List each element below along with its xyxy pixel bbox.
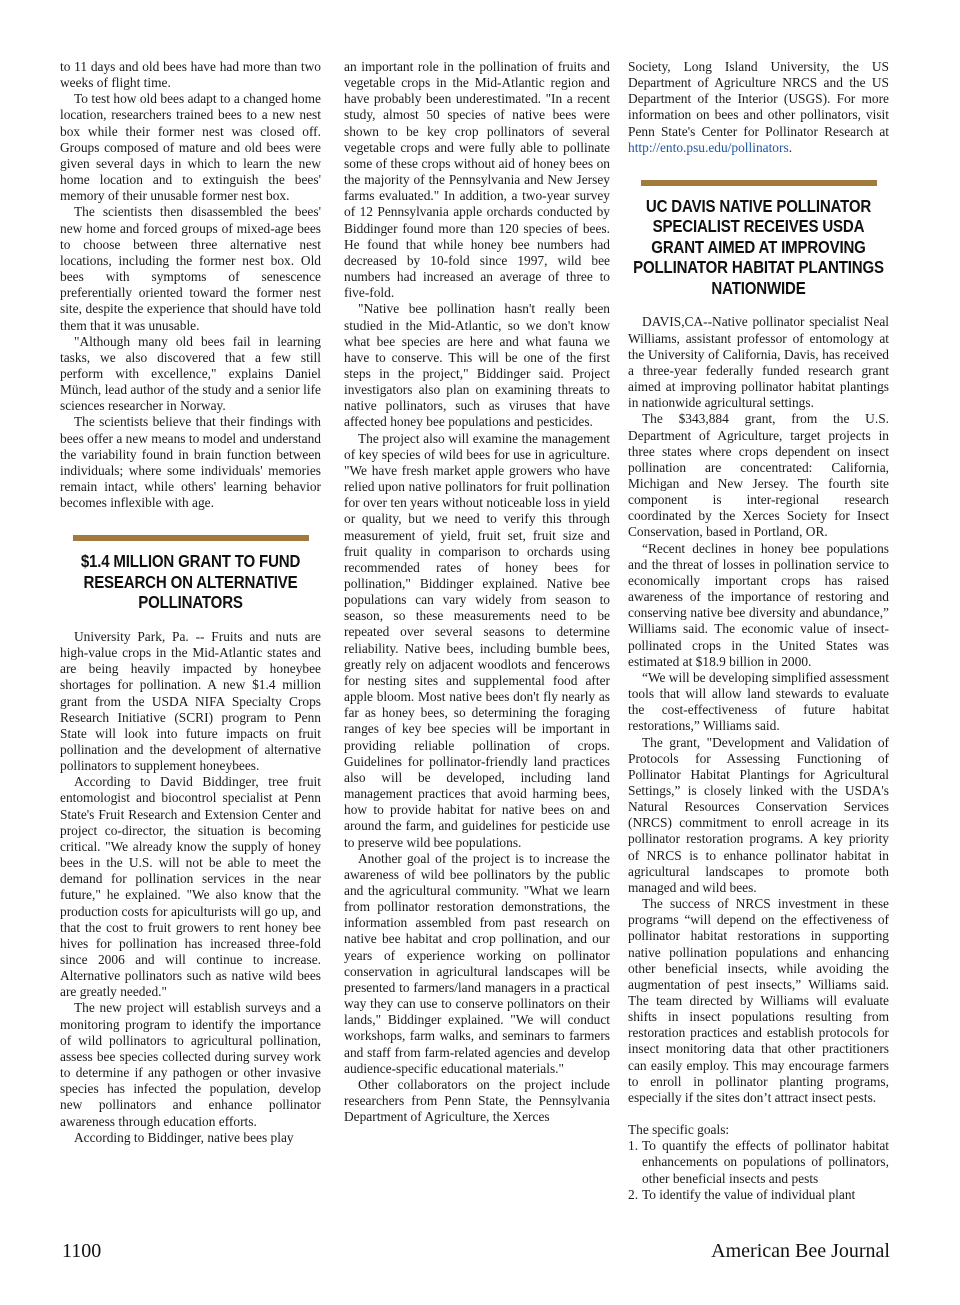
body-paragraph: The scientists believe that their findings with bees offer a new means to model and understand the variability found in brain function between individuals; where some individuals' memories remain intact, while others' learning behavior becomes inflexible with age.	[60, 414, 321, 511]
section-divider	[641, 180, 877, 186]
body-paragraph: The $343,884 grant, from the U.S. Department of Agriculture, target projects in three states where crops dependent on insect pollination are concentrated: California, Michigan and New Jersey. The fourth site component is inter-regional research coordinated by the Xerces Society for Insect Conservation, based in Portland, OR.	[628, 411, 889, 540]
body-paragraph: Another goal of the project is to increase the awareness of wild bee pollinators by the public and the agricultural community. "What we learn from pollinator restoration demonstrations, the information assembled from past research on native bee habitat and crop pollination, and our years of experience working on pollinator conservation in agricultural landscapes will be presented to farmers/land managers in a practical way they can use to conserve pollinators on their lands," Biddinger explained. "We will conduct workshops, farm walks, and seminars to farmers and staff from farm-related agencies and develop audience-specific educational materials."	[344, 850, 610, 1076]
article-headline: UC DAVIS NATIVE POLLINATOR SPECIALIST RECEIVES USDA GRANT AIMED AT IMPROVING POLLINATOR HABITAT PLANTINGS NATIONWIDE	[633, 195, 884, 298]
body-paragraph: to 11 days and old bees have had more than two weeks of flight time.	[60, 59, 321, 91]
body-paragraph: The scientists then disassembled the bees' new home and forced groups of mixed-age bees to choose between three alternative nest locations, including the former nest box. Old bees with symptoms of senescence preferentially oriented toward the former nest site, despite the experience that should have told them that it was unusable.	[60, 204, 321, 333]
pollinator-research-link[interactable]: http://ento.psu.edu/pollinators	[628, 139, 789, 155]
article-headline: $1.4 MILLION GRANT TO FUND RESEARCH ON ALTERNATIVE POLLINATORS	[80, 551, 301, 613]
goal-item	[628, 1138, 889, 1186]
goals-intro	[628, 1122, 889, 1138]
goal-number: 1.	[628, 1138, 639, 1154]
body-paragraph: According to Biddinger, native bees play	[74, 1129, 294, 1145]
intro-text: Society, Long Island University, the US Department of Agriculture NRCS and the US Department of the Interior (USGS). For more information on bees and other pollinators, visit Penn State's Center for Pollinator Research at	[628, 59, 889, 139]
goal-text: To identify the value of individual plant	[642, 1186, 856, 1202]
column-2	[344, 59, 610, 1229]
body-paragraph: The success of NRCS investment in these programs “will depend on the effectiveness of pollinator habitat restorations in supporting native pollination populations and enhancing other beneficial insects, while avoiding the augmentation of pest insects,” Williams said. The team directed by Williams will evaluate shifts in insect populations resulting from restoration practices and establish protocols for insect monitoring data that other practitioners can easily employ. This may encourage farmers to enroll in pollinator planting programs, especially if the sites don’t attract insect pests.	[628, 896, 889, 1105]
section-divider	[73, 535, 309, 541]
body-paragraph: University Park, Pa. -- Fruits and nuts are high-value crops in the Mid-Atlantic states and are being heavily impacted by honeybee shortages for pollination. A new $1.4 million grant from the USDA NIFA Specialty Crops Research Initiative (SCRI) program to Penn State will look into future impacts on fruit pollination and the development of alternative pollinators to supplement honeybees.	[60, 628, 321, 774]
body-paragraph: an important role in the pollination of fruits and vegetable crops in the Mid-Atlantic region and have probably been underestimated. "In a recent study, almost 50 species of native bees were shown to be key crop pollinators of several vegetable crops and were fully able to pollinate some of these crops without aid of honey bees on the majority of the Pennsylvania and New Jersey farms evaluated." In addition, a two-year survey of 12 Pennsylvania apple orchards conducted by Biddinger found more than 120 species of bees. He found that while honey bee numbers had decreased by 10-fold since 1997, wild bee numbers had increased an average of three to five-fold.	[344, 59, 610, 301]
body-paragraph: According to David Biddinger, tree fruit entomologist and biocontrol specialist at Penn State's Fruit Research and Extension Center and project co-director, the situation is becoming critical. "We already know the supply of honey bees in the U.S. will not be able to meet the demand for pollination services in the near future," he explained. "We also know that the production costs for apiculturists will go up, and that the cost to fruit growers to rent honey bee hives for pollination has increased three-fold since 2006 and will continue to increase. Alternative pollinators such as native wild bees are greatly needed."	[60, 774, 321, 1000]
body-paragraph: The project also will examine the management of key species of wild bees for use in agriculture. "We have fresh market apple growers who have relied upon native pollinators for fruit pollination for over ten years without noticeable loss in yield or quality, but we need to verify this through measurement of yield, fruit set, fruit size and fruit quality in comparison to orchards using recommended rates of honey bees for pollination," Biddinger explained. Native bee populations can vary widely from season to season, so these measurements need to be repeated over several seasons to determine reliability. Native bees, including bumble bees, greatly rely on adjacent woodlots and fencerows for nesting sites and supplemental food after apple bloom. Most native bees don't fly nearly as far as honey bees, so determining the foraging ranges of key bee species will be important in providing reliable pollination of crops. Guidelines for pollinator-friendly land practices also will be developed, including land management practices that avoid harming bees, how to provide habitat for native bees on and around the farm, and guidelines for pesticide use to preserve wild bee populations.	[344, 430, 610, 850]
column-3	[628, 59, 889, 1229]
body-paragraph: The grant, "Development and Validation of Protocols for Assessing Functioning of Pollinator Habitat Plantings for Agricultural Settings,” is closely linked with the USDA's Natural Resources Conservation Services (NRCS) commitment to enroll acreage in its pollinator restoration programs. A key priority of NRCS is to enhance pollinator habitat in agricultural landscapes to promote both managed and wild bees.	[628, 734, 889, 895]
body-paragraph: DAVIS,CA--Native pollinator specialist Neal Williams, assistant professor of entomology at the University of California, Davis, has received a three-year federally funded research grant aimed at improving pollinator habitat plantings in nationwide agricultural settings.	[628, 314, 889, 411]
intro-end: .	[788, 139, 793, 155]
body-paragraph: "Although many old bees fail in learning tasks, we also discovered that a few still perform with excellence," explains Daniel Münch, lead author of the study and a senior life sciences researcher in Norway.	[60, 333, 321, 414]
goals-list	[628, 1122, 889, 1203]
body-paragraph: Other collaborators on the project include researchers from Penn State, the Pennsylvania Department of Agriculture, the Xerces	[344, 1076, 610, 1125]
goal-item	[628, 1187, 889, 1203]
goals-intro-text: The specific goals:	[628, 1122, 730, 1138]
body-paragraph: The new project will establish surveys and a monitoring program to identify the importance of wild pollinators to agricultural pollination, assess bee species collected during survey work to determine if any pathogen or other invasive species has infected the population, develop new pollinators and enhance pollinator awareness through education efforts.	[60, 1000, 321, 1129]
body-paragraph: "Native bee pollination hasn't really been studied in the Mid-Atlantic, so we don't know what bee species are here and what fauna we have to conserve. This will be one of the first steps in the project," Biddinger said. Project investigators also plan on examining threats to native pollinators, such as viruses that have affected honey bee populations and pesticides.	[344, 301, 610, 430]
body-paragraph	[628, 59, 889, 156]
goal-number: 2.	[628, 1186, 639, 1202]
body-paragraph: “We will be developing simplified assessment tools that will allow land stewards to evaluate the cost-effectiveness of future habitat restorations,” Williams said.	[628, 669, 889, 734]
column-1	[60, 59, 321, 1229]
goal-text: To quantify the effects of pollinator habitat enhancements on populations of pollinators, other beneficial insects and pests	[642, 1138, 889, 1186]
body-paragraph: To test how old bees adapt to a changed home location, researchers trained bees to a new nest box while their former nest was closed off. Groups composed of mature and old bees were given several days in which to learn the new home location and to extinguish the bees' memory of their unusable former nest box.	[60, 91, 321, 204]
page-number: 1100	[62, 1240, 102, 1262]
journal-name: American Bee Journal	[711, 1240, 890, 1262]
body-paragraph: “Recent declines in honey bee populations and the threat of losses in pollination service to economically important crops has raised awareness of the importance of restoring and conserving native bee diversity and abundance,” Williams said. The economic value of insect-pollinated crops in the United States was estimated at $18.9 billion in 2000.	[628, 540, 889, 669]
